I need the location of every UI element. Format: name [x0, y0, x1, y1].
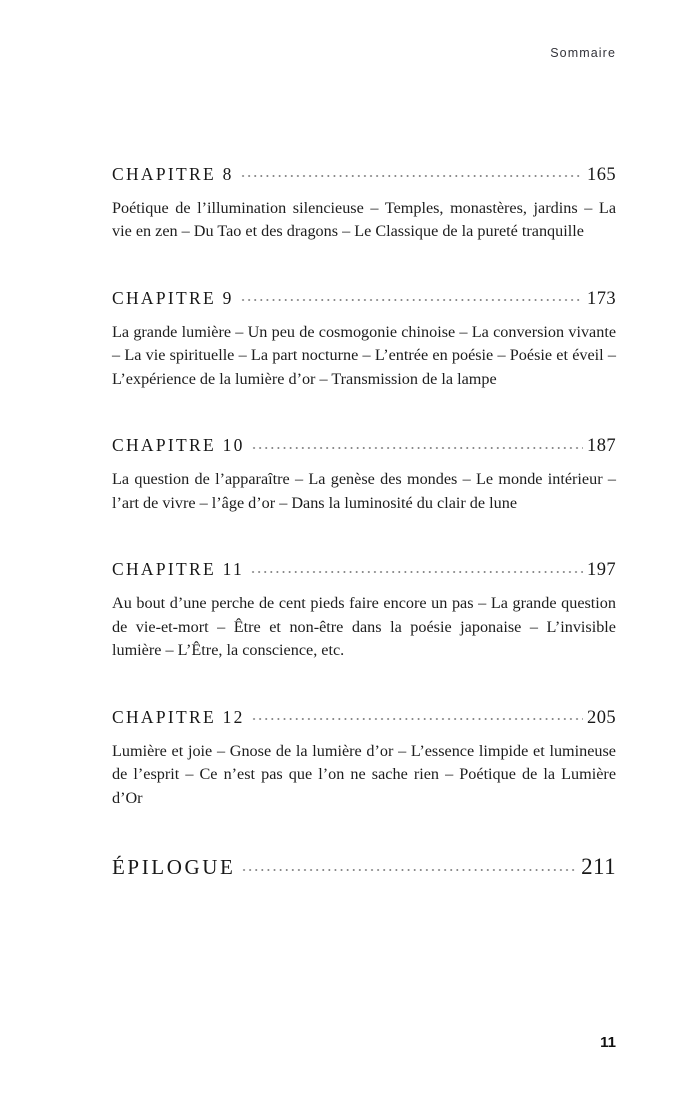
running-head: Sommaire — [550, 46, 616, 60]
toc-entry-head[interactable] — [112, 288, 616, 310]
toc-entry-page-number: 187 — [587, 436, 616, 457]
toc-entry-page-number: 165 — [587, 165, 616, 185]
page-folio-number: 11 — [600, 1034, 616, 1051]
toc-entry-title: CHAPITRE 12 — [112, 706, 245, 727]
dot-leader — [240, 164, 583, 180]
dot-leader — [250, 559, 583, 575]
toc-entry-title: CHAPITRE 10 — [112, 435, 245, 456]
table-of-contents — [112, 164, 616, 880]
toc-entry-head[interactable] — [112, 854, 616, 880]
toc-entry[interactable] — [112, 288, 616, 391]
toc-entry-title: ÉPILOGUE — [112, 855, 236, 880]
toc-entry[interactable] — [112, 559, 616, 662]
toc-entry-page-number: 205 — [587, 707, 616, 728]
toc-entry-page-number: 211 — [581, 854, 616, 880]
toc-entry-title: CHAPITRE 9 — [112, 287, 234, 308]
toc-entry-page-number: 197 — [587, 560, 616, 581]
toc-entry-title: CHAPITRE 8 — [112, 164, 234, 184]
toc-entry[interactable] — [112, 854, 616, 880]
toc-entry-page-number: 173 — [587, 288, 616, 309]
toc-entry-description: Lumière et joie – Gnose de la lumière d’or – L’essence limpide et lumineuse de l’esprit – Ce n’est pas que l’on ne sache rien – Poétique de la Lumière d’Or — [112, 741, 616, 807]
dot-leader — [241, 858, 577, 874]
toc-entry[interactable] — [112, 707, 616, 810]
toc-entry-description: Poétique de l’illumination silencieuse – Temples, monastères, jardins – La vie en zen – Du Tao et des dragons – Le Classique de la pureté tranquille — [112, 199, 616, 241]
toc-entry[interactable] — [112, 435, 616, 515]
toc-entry-head[interactable] — [112, 435, 616, 457]
toc-entry-description: La grande lumière – Un peu de cosmogonie chinoise – La conversion vivante – La vie spirituelle – La part nocturne – L’entrée en poésie – Poésie et éveil – L’expérience de la lumière d’or – Transmission de la lampe — [112, 322, 616, 388]
dot-leader — [240, 288, 583, 304]
toc-entry-description: Au bout d’une perche de cent pieds faire encore un pas – La grande question de vie-et-mort – Être et non-être dans la poésie japonaise – L’invisible lumière – L’Être, la conscience, etc. — [112, 594, 616, 660]
toc-entry-title: CHAPITRE 11 — [112, 559, 245, 580]
toc-entry-head[interactable] — [112, 164, 616, 186]
toc-entry-head[interactable] — [112, 707, 616, 729]
dot-leader — [251, 707, 583, 723]
toc-entry-head[interactable] — [112, 559, 616, 581]
dot-leader — [251, 435, 583, 451]
toc-entry-description: La question de l’apparaître – La genèse des mondes – Le monde intérieur – l’art de vivre – l’âge d’or – Dans la luminosité du clair de lune — [112, 470, 616, 512]
toc-entry[interactable] — [112, 164, 616, 244]
